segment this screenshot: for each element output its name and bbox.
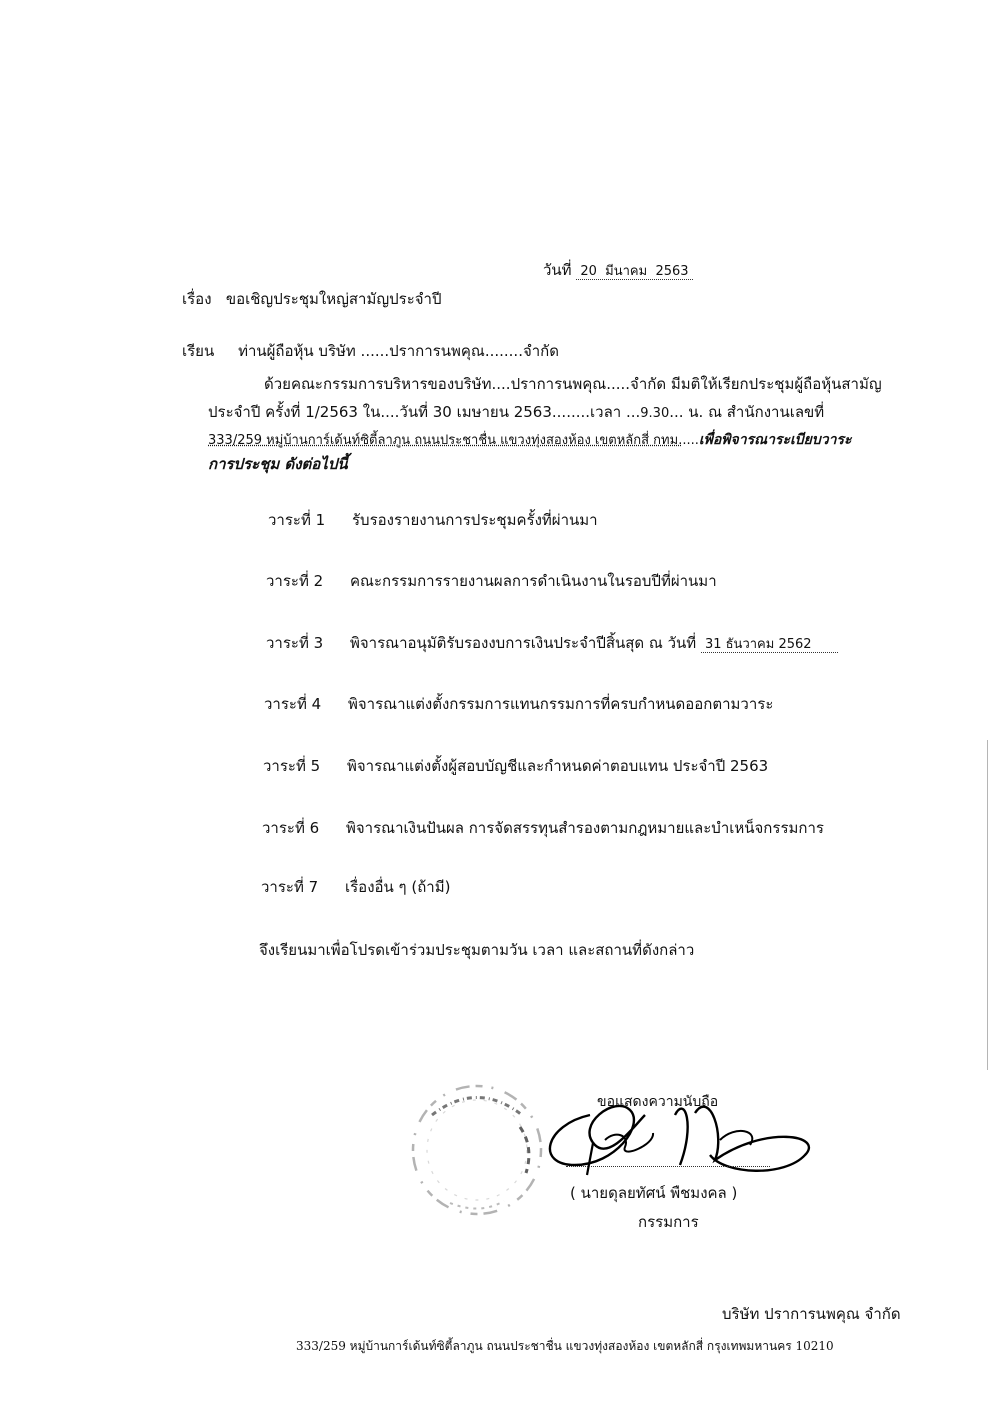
footer-address: 333/259 หมู่บ้านการ์เด้นท์ซิตี้ลาภูน ถนนประชาชื่น แขวงทุ่งสองห้อง เขตหลักสี่ กรุงเทพมหานคร 10210 <box>296 1339 834 1353</box>
agenda-text: พิจารณาแต่งตั้งผู้สอบบัญชีและกำหนดค่าตอบแทน ประจำปี 2563 <box>347 757 769 775</box>
agenda-number: วาระที่ 4 <box>264 695 322 713</box>
footer-company-name: บริษัท ปราการนพคุณ จำกัด <box>722 1305 901 1323</box>
body-line-4: การประชุม ดังต่อไปนี้ <box>208 455 348 473</box>
fiscal-year-end-fill: 31 ธันวาคม 2562 <box>701 637 838 653</box>
body-line-2-post: ... น. ณ สำนักงานเลขที่ <box>669 403 825 421</box>
agenda-text: พิจารณาอนุมัติรับรองงบการเงินประจำปีสิ้นสุด ณ วันที่ <box>350 634 697 652</box>
body-line-2-pre: ประจำปี ครั้งที่ 1/2563 ใน....วันที่ 30 เมษายน 2563........เวลา ... <box>208 403 641 421</box>
agenda-text: รับรองรายงานการประชุมครั้งที่ผ่านมา <box>352 511 598 529</box>
agenda-item-1 <box>268 510 598 530</box>
date-day: 20 <box>580 264 597 279</box>
agenda-item-2 <box>266 571 717 591</box>
agenda-number: วาระที่ 3 <box>266 634 324 652</box>
to-text: ท่านผู้ถือหุ้น บริษัท ......ปราการนพคุณ........จำกัด <box>238 342 559 360</box>
body-line-1: ด้วยคณะกรรมการบริหารของบริษัท....ปราการนพคุณ.....จำกัด มีมติให้เรียกประชุมผู้ถือหุ้นสามัญ <box>264 375 882 393</box>
agenda-text: พิจารณาเงินปันผล การจัดสรรทุนสำรองตามกฎหมายและบำเหน็จกรรมการ <box>346 819 824 837</box>
agenda-number: วาระที่ 1 <box>268 511 326 529</box>
closing-line: จึงเรียนมาเพื่อโปรดเข้าร่วมประชุมตามวัน เวลา และสถานที่ดังกล่าว <box>259 941 695 959</box>
handwritten-signature <box>535 1085 825 1195</box>
agenda-number: วาระที่ 2 <box>266 572 324 590</box>
agenda-item-7 <box>261 877 450 897</box>
address-dots: .... <box>682 433 699 448</box>
body-line-3 <box>208 430 852 451</box>
date-year: 2563 <box>655 264 689 279</box>
agenda-text: พิจารณาแต่งตั้งกรรมการแทนกรรมการที่ครบกำหนดออกตามวาระ <box>348 695 774 713</box>
meeting-time: 9.30 <box>640 406 670 421</box>
agenda-text: เรื่องอื่น ๆ (ถ้ามี) <box>345 878 451 896</box>
agenda-number: วาระที่ 7 <box>261 878 319 896</box>
subject-text: ขอเชิญประชุมใหญ่สามัญประจำปี <box>225 290 442 308</box>
signature-dotted-line <box>566 1166 770 1167</box>
agenda-item-3 <box>266 633 838 655</box>
to-label: เรียน <box>182 342 215 360</box>
company-seal-stamp <box>402 1075 552 1225</box>
meeting-address: 333/259 หมู่บ้านการ์เด้นท์ซิตี้ลาภูน ถนนประชาชื่น แขวงทุ่งสองห้อง เขตหลักสี่ กทม. <box>208 433 683 448</box>
signatory-name: ( นายดุลยทัศน์ พืชมงคล ) <box>570 1184 738 1202</box>
signature-greeting: ขอแสดงความนับถือ <box>597 1094 719 1110</box>
agenda-number: วาระที่ 5 <box>263 757 321 775</box>
date-label: วันที่ <box>543 261 572 279</box>
body-line-2 <box>208 402 824 424</box>
letter-date <box>543 260 693 282</box>
agenda-item-4 <box>264 694 773 714</box>
to-line <box>182 341 559 361</box>
date-fill <box>576 264 692 280</box>
date-month: มีนาคม <box>605 264 648 279</box>
agenda-text: คณะกรรมการรายงานผลการดำเนินงานในรอบปีที่ผ่านมา <box>350 572 717 590</box>
agenda-item-6 <box>262 818 824 838</box>
scan-edge-line <box>987 740 988 1070</box>
agenda-number: วาระที่ 6 <box>262 819 320 837</box>
agenda-item-5 <box>263 756 768 776</box>
agenda-intro: เพื่อพิจารณาระเบียบวาระ <box>698 432 852 448</box>
signatory-position: กรรมการ <box>638 1213 699 1231</box>
subject-line <box>182 289 442 309</box>
subject-label: เรื่อง <box>182 290 212 308</box>
